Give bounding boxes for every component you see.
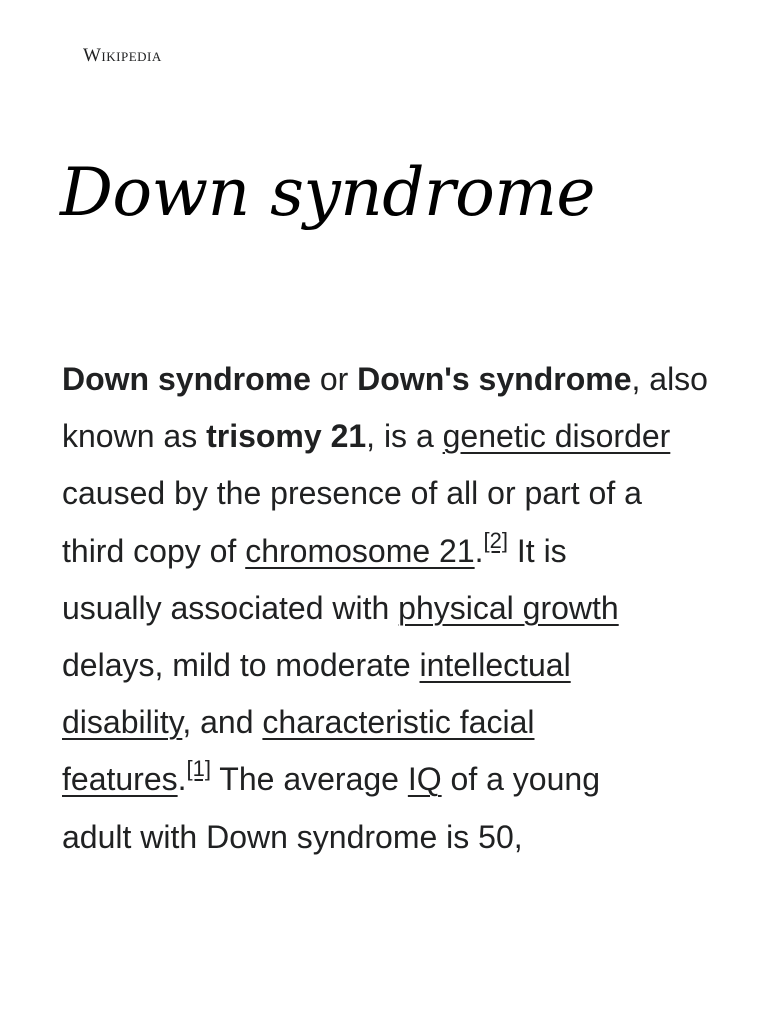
text-run: caused by the presence of all or part of a — [62, 475, 642, 512]
link-intellectual-disability[interactable]: disability — [62, 704, 183, 741]
text-run: adult with Down syndrome is 50, — [62, 818, 523, 855]
link-characteristic-facial-features[interactable]: features — [62, 761, 178, 798]
text-line — [62, 809, 722, 866]
text-run: third copy of — [62, 532, 246, 569]
text-line — [62, 751, 722, 808]
article-lead-paragraph — [62, 351, 722, 866]
text-run: The average — [210, 761, 408, 798]
text-run: delays, mild to moderate — [62, 647, 420, 684]
bold-term: Down syndrome — [62, 361, 311, 397]
text-run: , and — [182, 704, 263, 741]
bold-term: Down's syndrome — [357, 361, 632, 397]
link-chromosome-21[interactable]: chromosome 21 — [245, 532, 475, 569]
reference-link-1[interactable]: [1] — [186, 756, 211, 782]
reference-superscript — [187, 756, 211, 781]
link-iq[interactable]: IQ — [407, 761, 442, 798]
link-physical-growth[interactable]: physical growth — [398, 589, 619, 626]
bold-term: trisomy 21 — [206, 418, 367, 455]
link-genetic-disorder[interactable]: genetic disorder — [442, 418, 671, 455]
text-run: It is — [508, 532, 567, 569]
text-line — [62, 408, 722, 465]
link-intellectual-disability[interactable]: intellectual — [419, 647, 571, 684]
text-run: or — [310, 361, 358, 397]
text-run: usually associated with — [62, 589, 399, 626]
reference-link-2[interactable]: [2] — [483, 527, 508, 553]
text-run: , also — [631, 361, 708, 397]
page-title: Down syndrome — [60, 154, 595, 231]
reference-superscript — [484, 528, 508, 553]
text-line — [62, 465, 722, 522]
text-line — [62, 523, 722, 580]
text-line — [62, 351, 722, 408]
text-line — [62, 580, 722, 637]
text-line — [62, 694, 722, 751]
link-characteristic-facial-features[interactable]: characteristic facial — [262, 704, 535, 741]
text-run: , is a — [366, 418, 443, 455]
text-run: . — [474, 532, 484, 569]
text-line — [62, 637, 722, 694]
text-run: of a young — [441, 761, 600, 798]
text-run: . — [177, 761, 187, 798]
wikipedia-wordmark[interactable]: Wikipedia — [83, 45, 162, 66]
text-run: known as — [62, 418, 207, 455]
